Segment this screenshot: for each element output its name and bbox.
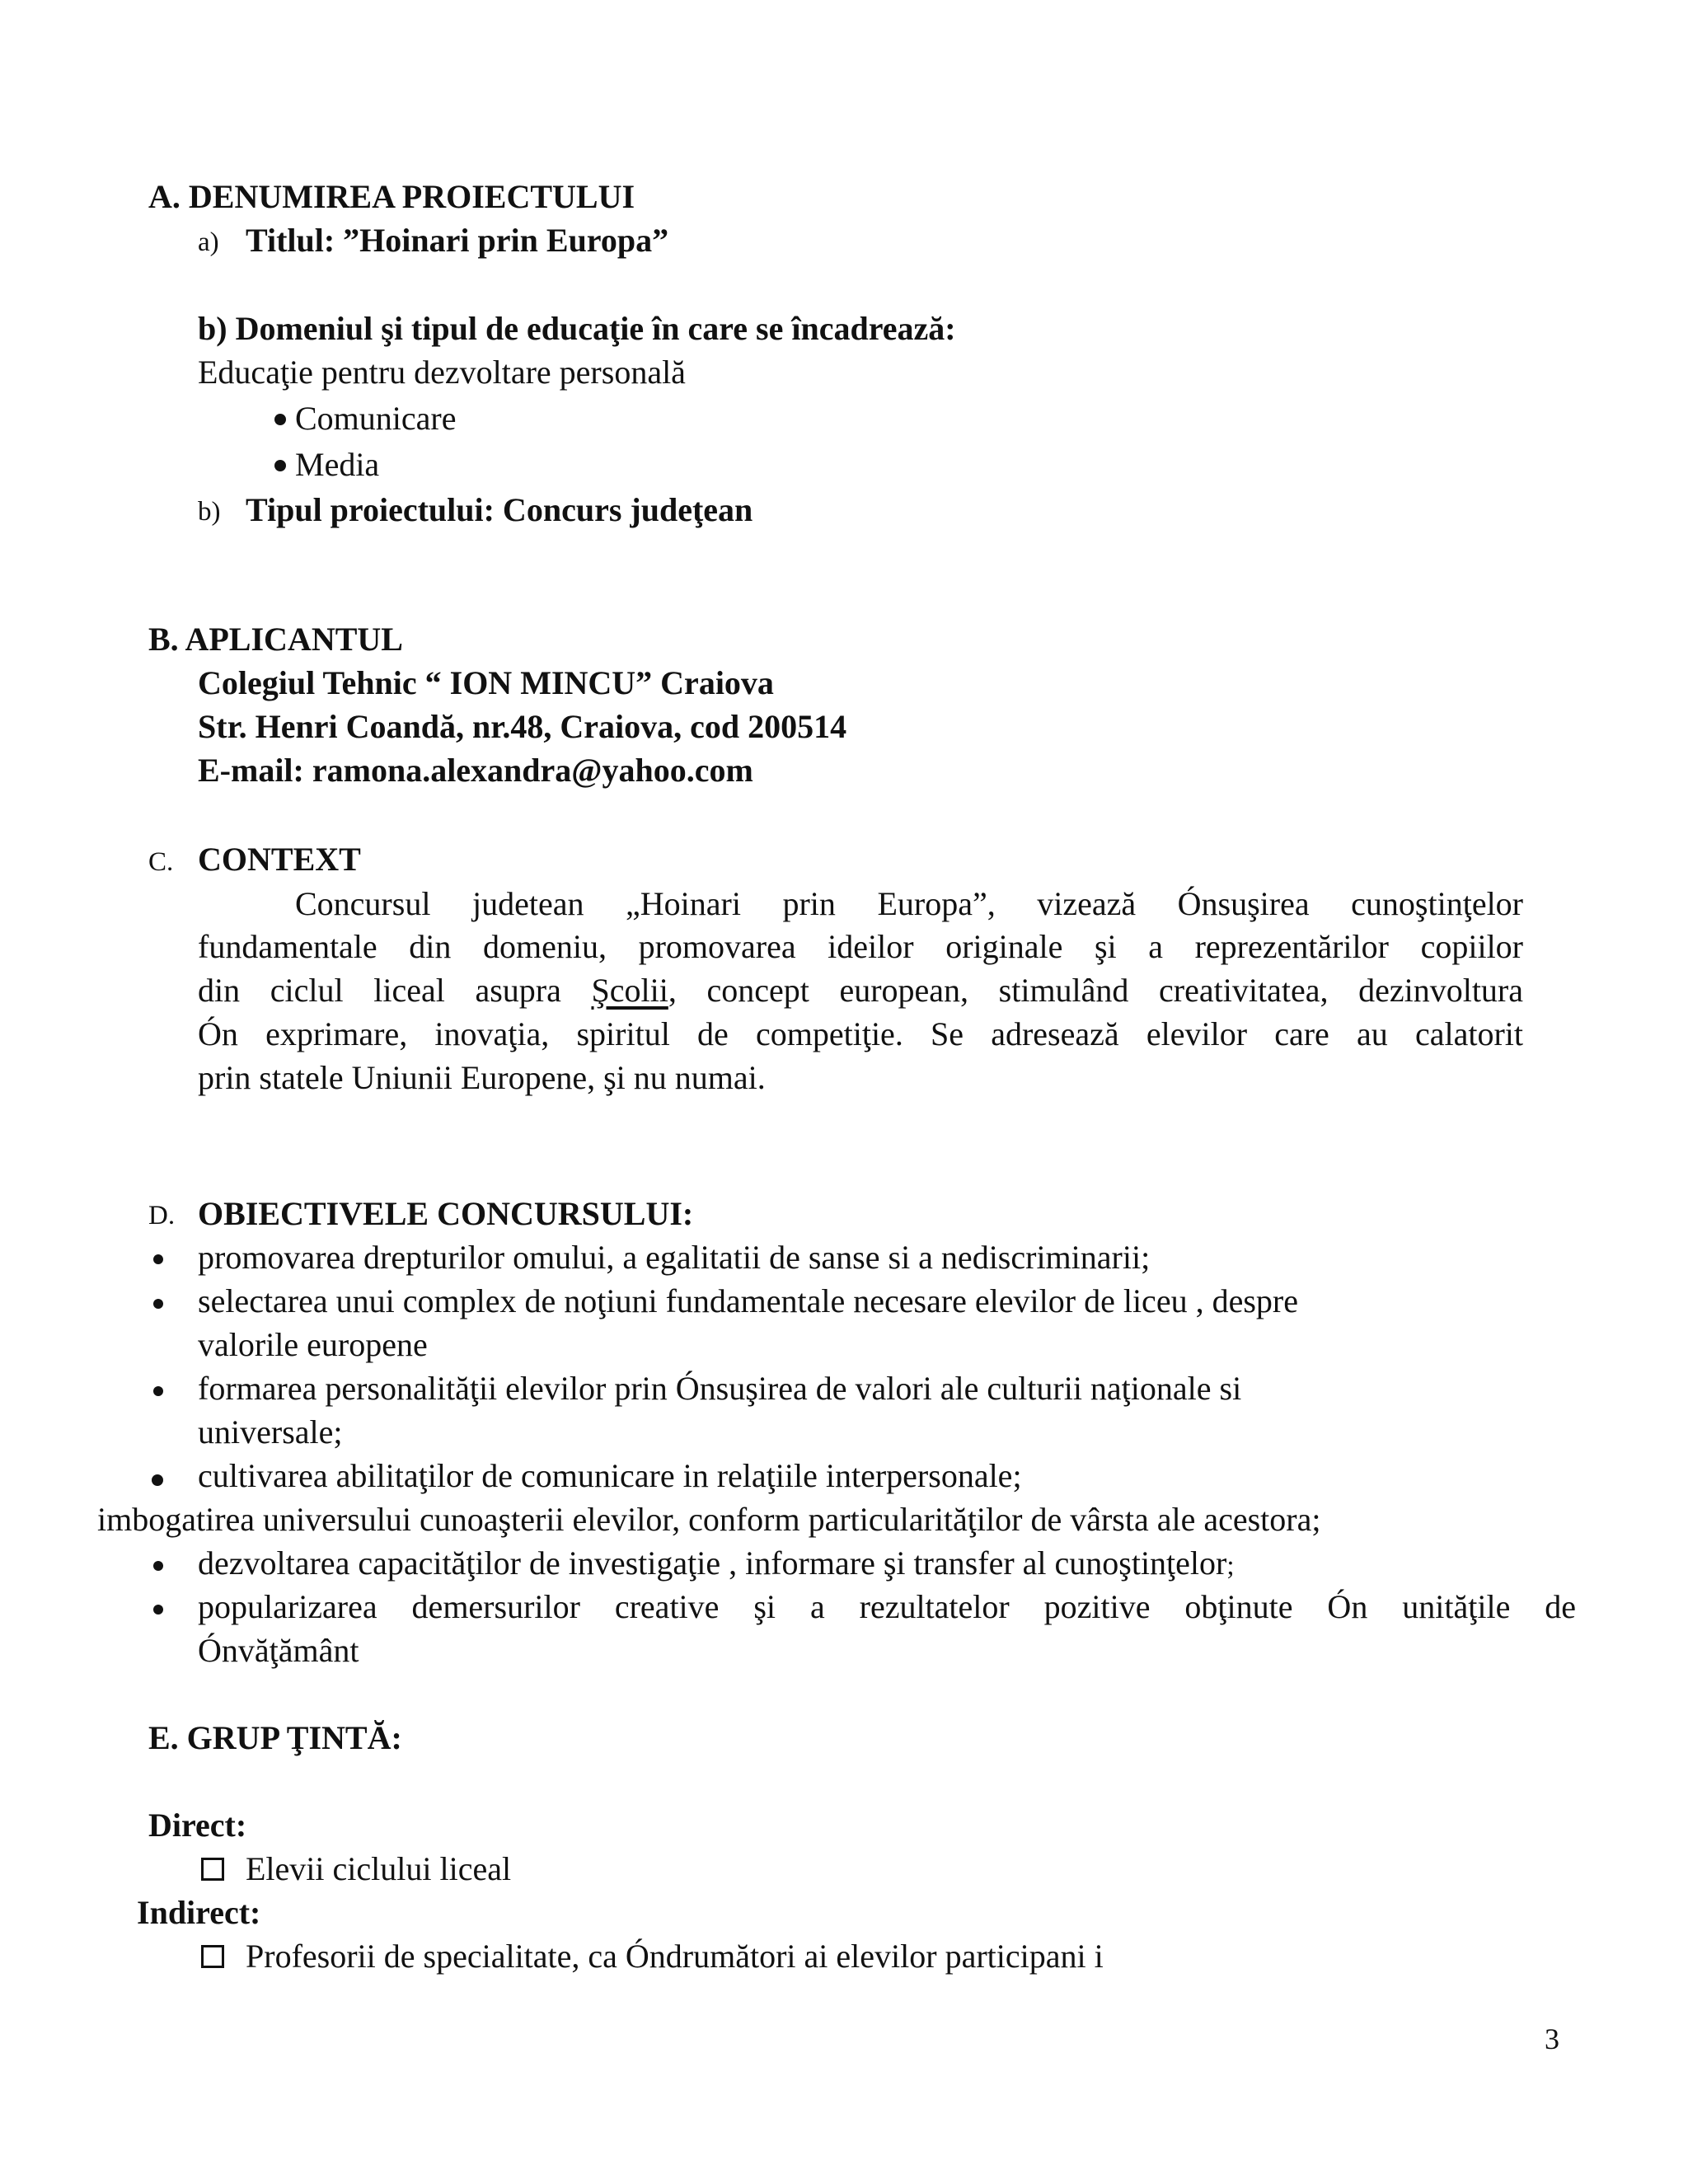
- bullet-icon: [153, 1386, 163, 1396]
- section-c-marker: C.: [148, 847, 174, 877]
- checkbox-icon: [201, 1858, 224, 1881]
- school-underlined: Şcolii: [591, 972, 668, 1009]
- bullet-icon: [274, 460, 286, 471]
- bullet-icon: [153, 1254, 163, 1264]
- section-b-heading: B. APLICANTUL: [148, 621, 403, 658]
- section-d-marker: D.: [148, 1201, 176, 1230]
- applicant-email: E-mail: ramona.alexandra@yahoo.com: [198, 752, 753, 789]
- objective-item: cultivarea abilitaţilor de comunicare in relaţiile interpersonale;: [198, 1457, 1022, 1494]
- domain-item: Media: [295, 446, 380, 483]
- domain-item: Comunicare: [295, 400, 457, 437]
- section-a-heading: A. DENUMIREA PROIECTULUI: [148, 178, 635, 215]
- checkbox-icon: [201, 1945, 224, 1968]
- context-line: prin statele Uniunii Europene, şi nu numai.: [198, 1059, 766, 1096]
- objective-item: dezvoltarea capacităţilor de investigaţie , informare şi transfer al cunoştinţelor;: [198, 1544, 1235, 1582]
- project-type: Tipul proiectului: Concurs judeţean: [246, 491, 753, 528]
- objective-item: formarea personalităţii elevilor prin Ónsuşirea de valori ale culturii naţionale si: [198, 1370, 1242, 1407]
- direct-label: Direct:: [148, 1807, 247, 1844]
- section-e-heading: E. GRUP ŢINTĂ:: [148, 1719, 402, 1756]
- title-marker: a): [198, 227, 219, 257]
- section-c-heading: CONTEXT: [198, 841, 361, 878]
- objective-item: popularizarea demersurilor creative şi a rezultatelor pozitive obţinute Ón unităţile de: [198, 1588, 1576, 1625]
- context-line: Ón exprimare, inovaţia, spiritul de competiţie. Se adresează elevilor care au calatorit: [198, 1015, 1523, 1052]
- objective-item: promovarea drepturilor omului, a egalitatii de sanse si a nediscriminarii;: [198, 1239, 1151, 1276]
- applicant-address: Str. Henri Coandă, nr.48, Craiova, cod 200514: [198, 708, 847, 745]
- objective-item-continued: universale;: [198, 1413, 343, 1451]
- objective-item-continued: valorile europene: [198, 1326, 428, 1363]
- objective-item: selectarea unui complex de noţiuni fundamentale necesare elevilor de liceu , despre: [198, 1282, 1298, 1319]
- section-d-heading: OBIECTIVELE CONCURSULUI:: [198, 1195, 694, 1232]
- type-marker: b): [198, 497, 221, 527]
- applicant-name: Colegiul Tehnic “ ION MINCU” Craiova: [198, 664, 774, 701]
- bullet-icon: [153, 1561, 163, 1571]
- bullet-icon: [274, 414, 286, 425]
- project-title: Titlul: ”Hoinari prin Europa”: [246, 222, 669, 259]
- context-line: din ciclul liceal asupra Şcolii, concept european, stimulând creativitatea, dezinvoltura: [198, 972, 1523, 1009]
- indirect-item: Profesorii de specialitate, ca Óndrumători ai elevilor participani i: [246, 1938, 1104, 1975]
- objective-item-continued: Ónvăţământ: [198, 1632, 359, 1669]
- direct-item: Elevii ciclului liceal: [246, 1850, 512, 1887]
- bullet-icon: [152, 1474, 163, 1486]
- bullet-icon: [153, 1605, 163, 1615]
- page-number: 3: [1545, 2022, 1559, 2055]
- domain-heading: b) Domeniul şi tipul de educaţie în care se încadrează:: [198, 310, 956, 347]
- indirect-label: Indirect:: [137, 1894, 261, 1931]
- context-line: Concursul judetean „Hoinari prin Europa”, vizează Ónsuşirea cunoştinţelor: [295, 885, 1523, 922]
- bullet-icon: [153, 1299, 163, 1309]
- context-line: fundamentale din domeniu, promovarea ideilor originale şi a reprezentărilor copiilor: [198, 928, 1523, 965]
- domain-text: Educaţie pentru dezvoltare personală: [198, 354, 686, 391]
- objective-loose-line: imbogatirea universului cunoaşterii elevilor, conform particularităţilor de vârsta ale acestora;: [97, 1501, 1321, 1538]
